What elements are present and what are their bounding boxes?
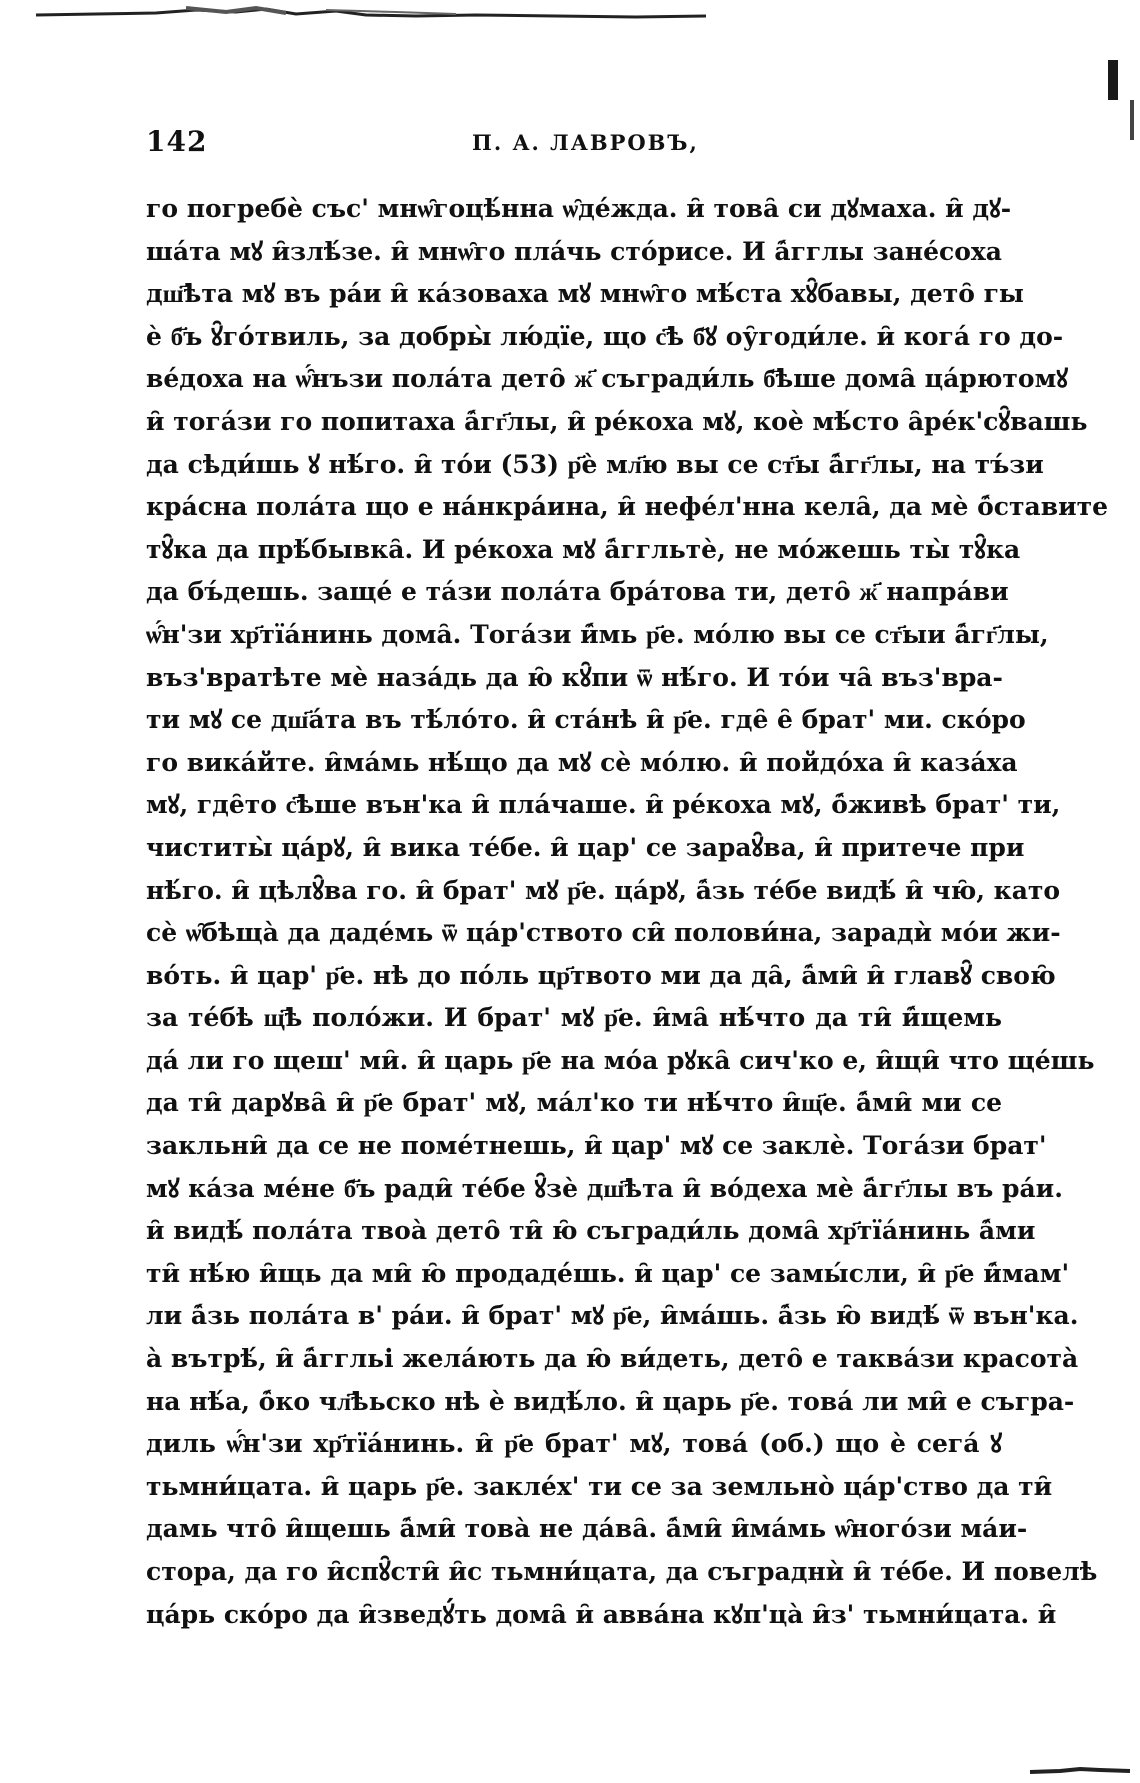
- text-line: го погребѐ със' мнѡ̑гоцѣ́нна ѡ̑де́жда. и̑ това̑ си дꙋмаха. и̑ дꙋ-: [146, 194, 1012, 223]
- text-line: чиститы̀ ца́рꙋ, и̑ вика те́бе. и̑ цар' се зараꙋ̑ва, и̑ притече при: [146, 832, 1025, 862]
- text-line: ти̑ нѣ́ю и̑щь да ми̑ ю̑ продаде́шь. и̑ цар' се замы́сли, и̑ р҃е и̑́мам': [146, 1258, 1070, 1288]
- text-line: и̑ тога́зи го попитаха а̑́гг҃лы, и̑ ре́коха мꙋ, коѐ мѣ́сто а̑ре́к'сꙋ̑вашь: [146, 406, 1088, 436]
- text-line: закльни̑ да се не поме́тнешь, и̑ цар' мꙋ се заклѐ. Тога́зи брат': [146, 1131, 1047, 1161]
- text-line: мꙋ, где̑то с҃ѣше вън'ка и̑ пла́чаше. и̑ ре́коха мꙋ, о̑́живѣ брат' ти,: [146, 790, 1061, 820]
- page-number: 142: [146, 125, 208, 158]
- text-line: ли а̑́зь пола́та в' ра́и. и̑ брат' мꙋ р҃е, и̑ма́шь. а̑́зь ю̑ видѣ́ ѿ вън'ка.: [146, 1301, 1079, 1331]
- scan-edge-mark-top: [36, 6, 706, 24]
- text-line: во́ть. и̑ цар' р҃е. нѣ до по́ль цр҃твото ми да да̑, а̑́ми̑ и̑ главꙋ̑ свою̑: [146, 960, 1056, 990]
- text-line: нѣ́го. и̑ цѣлꙋ̑ва го. и̑ брат' мꙋ р҃е. ца́рꙋ, а̑́зь те́бе видѣ́ и̑ чю̑, като: [146, 875, 1061, 905]
- text-line: въз'вратѣте мѐ наза́дь да ю̑ кꙋ̑пи ѿ нѣ́го. И то́и ча̑ въз'вра-: [146, 662, 1003, 692]
- text-line: на нѣ́а, о̑́ко чл҃ѣьско нѣ ѐ видѣ́ло. и̑ царь р҃е. това́ ли ми̑ е съгра-: [146, 1386, 1075, 1416]
- text-line: диль ѡ̑́н'зи хр҃тїа́нинь. и̑ р҃е брат' мꙋ, това́ (об.) що ѐ сегá ꙋ: [146, 1429, 1002, 1459]
- text-line: а̀ вътрѣ́, и̑ а̑́ггльі жела́ють да ю̑ ви́деть, дето̑ е таква́зи красота̀: [146, 1344, 1079, 1374]
- text-line: го вика́йте. и̑ма́мь нѣ́що да мꙋ сѐ мо́лю. и̑ пойдо́ха и̑ каза́ха: [146, 747, 1018, 777]
- text-line: да сѣди́шь ꙋ нѣ́го. и̑ то́и (53) р҃ѐ мл҃ю вы се ст҃ы а̑́гг҃лы, на тъ́зи: [146, 449, 1044, 479]
- text-line: ца́рь ско́ро да и̑зведꙋ́ть дома̑ и̑ авва́на кꙋп'ца̀ и̑з' тьмни́цата. и̑: [146, 1599, 1057, 1629]
- text-line: ша́та мꙋ и̑злѣ́зе. и̑ мнѡ̑го пла́чь сто́рисе. И а̑́гглы занéсоха: [146, 236, 1002, 266]
- running-head: П. А. ЛАВРОВЪ,: [472, 130, 699, 155]
- page-header: [146, 125, 1002, 165]
- scan-edge-mark-right-2: [1130, 100, 1134, 140]
- text-line: и̑ видѣ́ пола́та твоа̀ дето̑ ти̑ ю̑ съгради́ль дома̑ хр҃тїа́нинь а̑́ми: [146, 1216, 1036, 1246]
- text-line: дш҃ѣта мꙋ въ ра́и и̑ ка́зоваха мꙋ мнѡ̑го мѣ́ста хꙋ̑бавы, дето̑ гы: [146, 279, 1024, 309]
- text-line: ѡ̑́н'зи хр҃тїа́нинь дома̑. Тога́зи и̑́мь р҃е. мо́лю вы се ст҃ыи а̑́гг҃лы,: [146, 619, 1049, 649]
- text-line: за те́бѣ щ҃ѣ поло́жи. И брат' мꙋ р҃е. и̑ма̑ нѣ́что да ти̑ и̑́щемь: [146, 1003, 1002, 1033]
- text-line: тьмни́цата. и̑ царь р҃е. закле́х' ти се за земльнò ца́р'ство да ти̑: [146, 1471, 1053, 1501]
- text-line: ѐ б҃ъ ꙋ̑го́твиль, за добры̀ лю́дїе, що с҃ѣ б҃ꙋ оу̑годи́ле. и̑ когá го до-: [146, 321, 1064, 351]
- text-line: стора, да го и̑спꙋ̑сти̑ и̑с тьмни́цата, да съграднѝ и̑ те́бе. И повелѣ: [146, 1557, 1098, 1586]
- text-line: тꙋ̑ка да прѣ́бывка̑. И ре́коха мꙋ а̑́ггльтѐ, не мо́жешь ты̀ тꙋ̑ка: [146, 534, 1021, 564]
- text-line: мꙋ ка́за ме́не б҃ъ ради̑ те́бе ꙋ̑зѐ дш҃ѣта и̑ во́деха мѐ а̑́гг҃лы въ ра́и.: [146, 1173, 1063, 1203]
- text-line: да́ ли го щеш' ми̑. и̑ царь р҃е на мо́а рꙋка̑ сич'ко е, и̑щи̑ что ще́шь: [146, 1045, 1095, 1075]
- scan-edge-mark-right: [1108, 60, 1118, 100]
- text-line: дамь что̑ и̑щешь а̑́ми̑ това̀ не да́ва̑. а̑́ми̑ и̑ма́мь ѡ̑ного́зи ма́и-: [146, 1514, 1028, 1544]
- text-line: сѐ ѡ̑бѣща̀ да даде́мь ѿ ца́р'ството си̑ полови́на, зарадѝ мо́и жи-: [146, 918, 1061, 948]
- body-text: [146, 188, 1109, 1636]
- scan-edge-mark-bottom: [1030, 1762, 1130, 1776]
- text-line: кра́сна пола́та що е на́нкра́ина, и̑ нефе́л'нна кела̑, да мѐ о̑́ставите: [146, 492, 1109, 522]
- text-line: да бъ́дешь. заще́ е та́зи пола́та бра́това ти, дето̑ ж҃ напра́ви: [146, 577, 1009, 607]
- text-line: да ти̑ дарꙋва̑ и̑ р҃е брат' мꙋ, ма́л'ко ти нѣ́что и̑щ҃е. а̑́ми̑ ми се: [146, 1088, 1002, 1118]
- text-line: ве́доха на ѡ̑́нъзи пола́та дето̑ ж҃ съгради́ль б҃ѣше дома̑ ца́рютомꙋ: [146, 364, 1069, 394]
- text-line: ти мꙋ се дш҃а́та въ тѣ́ло́то. и̑ ста́нѣ и̑ р҃е. где̑ е̑ брат' ми. ско́ро: [146, 705, 1026, 735]
